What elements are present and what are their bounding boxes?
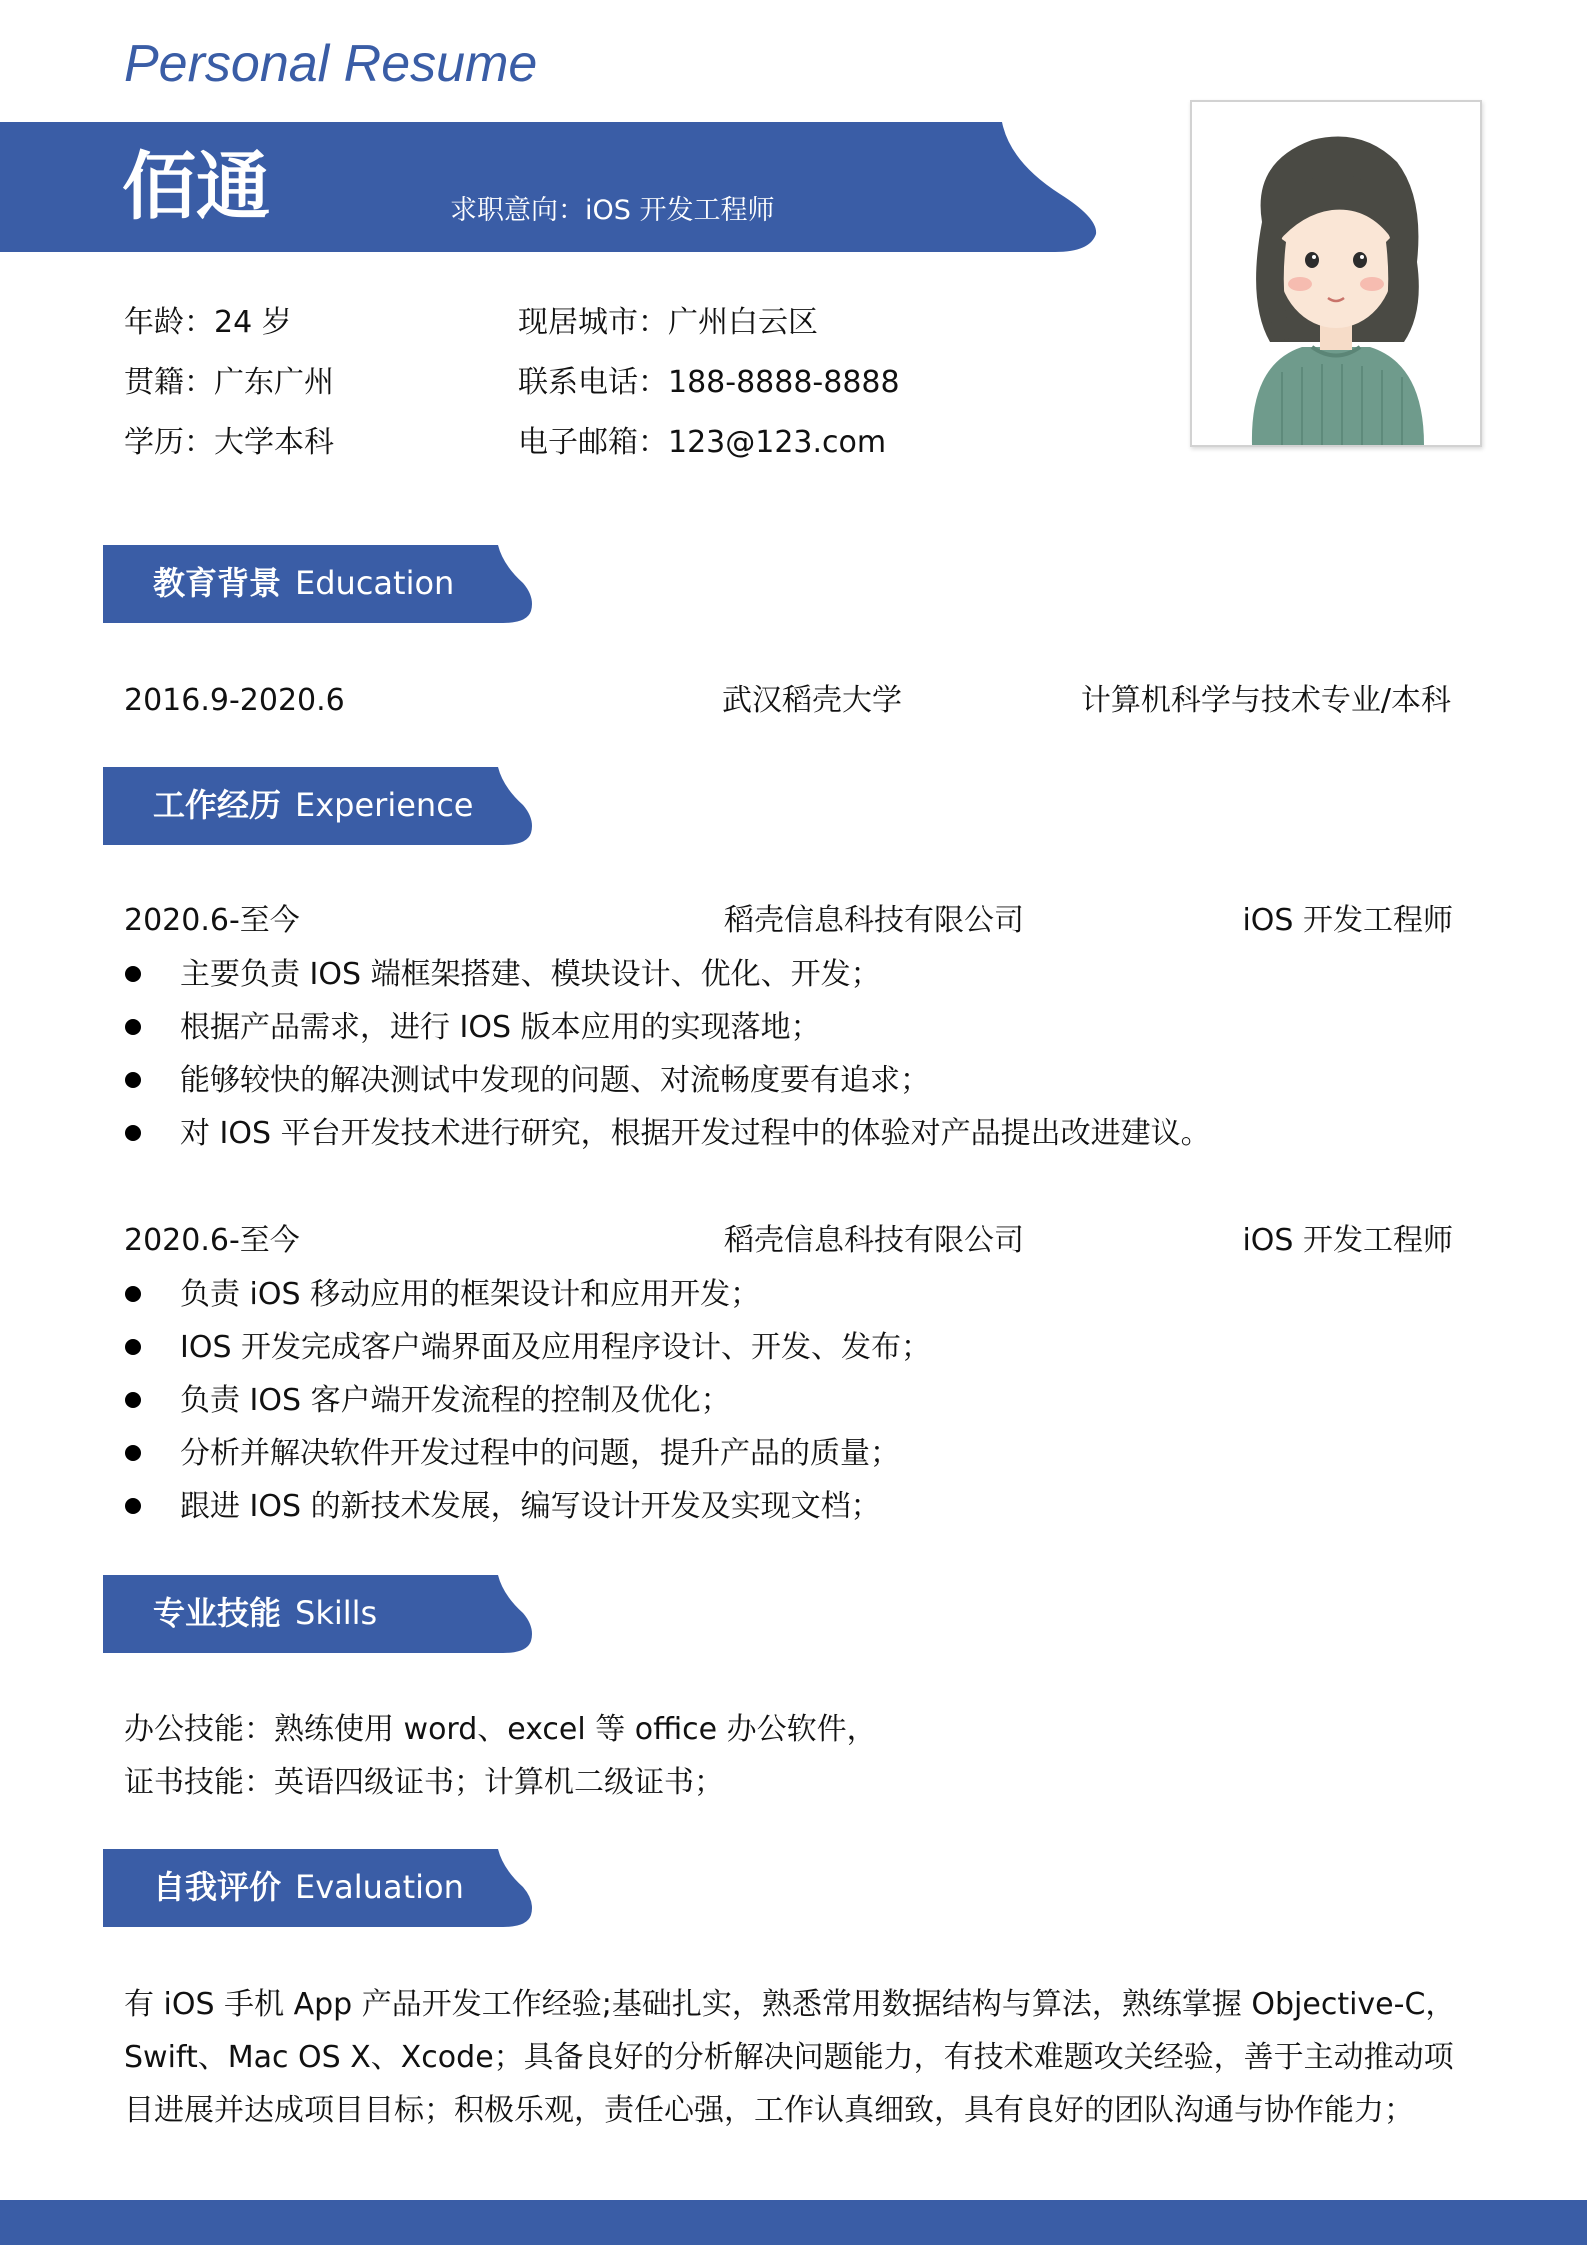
candidate-name: 佰通 bbox=[122, 144, 270, 230]
info-label: 学历： bbox=[124, 425, 214, 460]
info-label: 贯籍： bbox=[124, 365, 214, 400]
list-item: 能够较快的解决测试中发现的问题、对流畅度要有追求； bbox=[124, 1054, 1211, 1107]
job-intent-label: 求职意向： bbox=[450, 195, 585, 226]
job-role: iOS 开发工程师 bbox=[1242, 1223, 1453, 1258]
education-major: 计算机科学与技术专业/本科 bbox=[1080, 683, 1451, 718]
skill-label: 办公技能： bbox=[124, 1712, 274, 1747]
list-item: 对 IOS 平台开发技术进行研究，根据开发过程中的体验对产品提出改进建议。 bbox=[124, 1107, 1211, 1160]
education-period: 2016.9-2020.6 bbox=[124, 683, 345, 718]
section-title-cn: 工作经历 bbox=[153, 786, 282, 824]
footer-bar bbox=[0, 2200, 1587, 2245]
skill-certificates bbox=[124, 1765, 724, 1800]
section-header-education bbox=[103, 545, 533, 623]
skill-office bbox=[124, 1712, 877, 1747]
list-item: IOS 开发完成客户端界面及应用程序设计、开发、发布； bbox=[124, 1321, 931, 1374]
list-item: 跟进 IOS 的新技术发展，编写设计开发及实现文档； bbox=[124, 1480, 931, 1533]
self-evaluation-text: 有 iOS 手机 App 产品开发工作经验;基础扎实，熟悉常用数据结构与算法，熟练掌握 Objective-C，Swift、Mac OS X、Xcode；具备良好的分析解决问题能力，有技术难题攻关经验，善于主动推动项目进展并达成项目目标；积极乐观，责任心强，工作认真细致，具有良好的团队沟通与协作能力； bbox=[124, 1987, 1456, 2128]
info-city bbox=[518, 305, 818, 340]
info-label: 年龄： bbox=[124, 305, 214, 340]
skill-label: 证书技能： bbox=[124, 1765, 274, 1800]
job-duties-list bbox=[124, 1268, 931, 1533]
info-value: 188-8888-8888 bbox=[668, 365, 900, 400]
skill-value: 熟练使用 word、excel 等 office 办公软件， bbox=[274, 1712, 877, 1747]
section-title-cn: 教育背景 bbox=[153, 564, 282, 602]
list-item: 分析并解决软件开发过程中的问题，提升产品的质量； bbox=[124, 1427, 931, 1480]
education-school: 武汉稻壳大学 bbox=[722, 683, 902, 718]
section-title-en: Experience bbox=[295, 786, 474, 824]
section-header-evaluation bbox=[103, 1849, 533, 1927]
info-value: 24 岁 bbox=[214, 305, 292, 340]
info-value: 123@123.com bbox=[668, 425, 887, 460]
skill-value: 英语四级证书；计算机二级证书； bbox=[274, 1765, 724, 1800]
info-value: 广州白云区 bbox=[668, 305, 818, 340]
section-title-en: Education bbox=[295, 564, 455, 602]
info-phone bbox=[518, 365, 900, 400]
job-duties-list bbox=[124, 948, 1211, 1160]
info-value: 广东广州 bbox=[214, 365, 334, 400]
info-hometown bbox=[124, 365, 334, 400]
profile-photo bbox=[1190, 100, 1482, 447]
job-intent bbox=[450, 188, 774, 227]
info-age bbox=[124, 305, 292, 340]
document-title: Personal Resume bbox=[124, 35, 538, 93]
list-item: 负责 IOS 客户端开发流程的控制及优化； bbox=[124, 1374, 931, 1427]
job-company: 稻壳信息科技有限公司 bbox=[724, 1223, 1024, 1258]
info-email bbox=[518, 425, 887, 460]
job-company: 稻壳信息科技有限公司 bbox=[724, 903, 1024, 938]
list-item: 负责 iOS 移动应用的框架设计和应用开发； bbox=[124, 1268, 931, 1321]
section-title-en: Evaluation bbox=[295, 1868, 464, 1906]
info-label: 联系电话： bbox=[518, 365, 668, 400]
job-period: 2020.6-至今 bbox=[124, 903, 300, 938]
info-label: 电子邮箱： bbox=[518, 425, 668, 460]
section-header-experience bbox=[103, 767, 533, 845]
info-education bbox=[124, 425, 334, 460]
info-value: 大学本科 bbox=[214, 425, 334, 460]
info-label: 现居城市： bbox=[518, 305, 668, 340]
list-item: 主要负责 IOS 端框架搭建、模块设计、优化、开发； bbox=[124, 948, 1211, 1001]
list-item: 根据产品需求，进行 IOS 版本应用的实现落地； bbox=[124, 1001, 1211, 1054]
section-title-cn: 自我评价 bbox=[153, 1868, 282, 1906]
section-header-skills bbox=[103, 1575, 533, 1653]
section-title-cn: 专业技能 bbox=[153, 1594, 282, 1632]
cartoon-avatar-icon bbox=[1192, 102, 1480, 445]
job-period: 2020.6-至今 bbox=[124, 1223, 300, 1258]
job-role: iOS 开发工程师 bbox=[1242, 903, 1453, 938]
section-title-en: Skills bbox=[295, 1594, 378, 1632]
job-intent-value: iOS 开发工程师 bbox=[585, 195, 775, 226]
